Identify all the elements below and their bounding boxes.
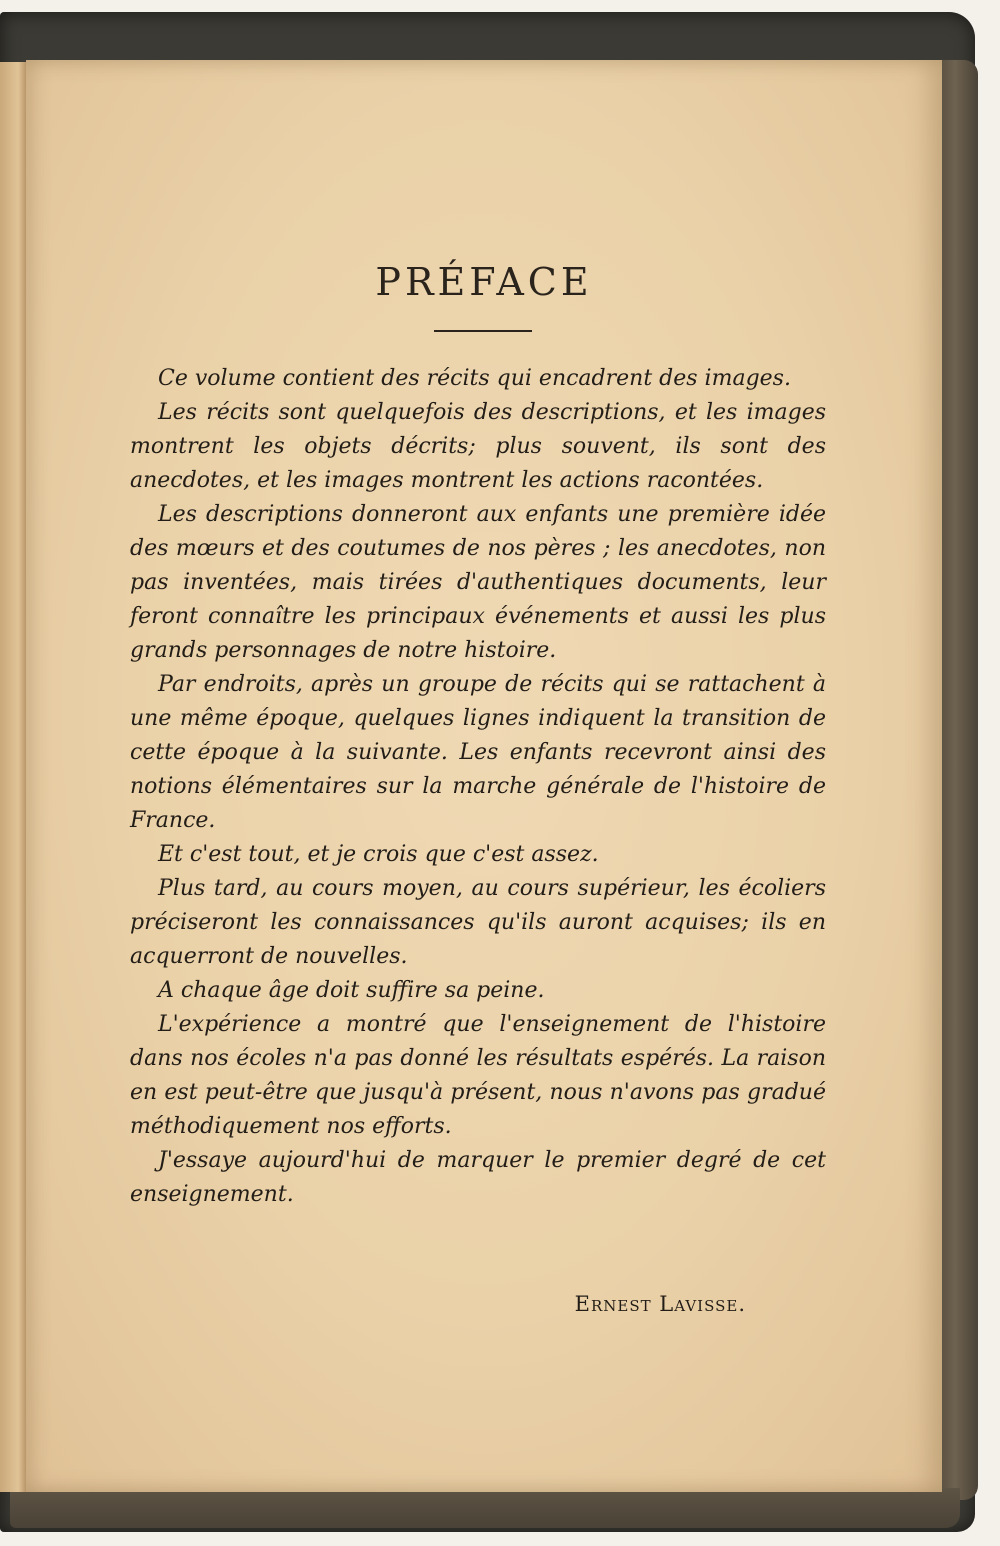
- previous-page-edge: [0, 62, 26, 1492]
- cover-edge-right: [940, 60, 978, 1500]
- author-signature: Ernest Lavisse.: [574, 1292, 746, 1316]
- paragraph: A chaque âge doit suffire sa peine.: [158, 978, 545, 1003]
- paragraph: Ce volume contient des récits qui encadrent des images.: [158, 366, 791, 391]
- cover-edge-bottom: [10, 1488, 960, 1528]
- paragraph: Les récits sont quelquefois des descriptions, et les images montrent les objets décrits; plus souvent, ils sont des anecdotes, et les images montrent les actions racontées.: [130, 400, 826, 493]
- paragraph: J'essaye aujourd'hui de marquer le premier degré de cet enseignement.: [130, 1148, 826, 1207]
- paragraph: Par endroits, après un groupe de récits qui se rattachent à une même époque, quelques lignes indiquent la transition de cette époque à la suivante. Les enfants recevront ainsi des notions élémentaires sur la marche générale de l'histoire de France.: [130, 672, 826, 833]
- paragraph: Et c'est tout, et je crois que c'est assez.: [158, 842, 599, 867]
- preface-body: [130, 362, 826, 1212]
- paragraph: Plus tard, au cours moyen, au cours supérieur, les écoliers préciseront les connaissances qu'ils auront acquises; ils en acquerront de nouvelles.: [130, 876, 826, 969]
- page-title: PRÉFACE: [375, 260, 593, 304]
- title-divider: [434, 330, 532, 332]
- paragraph: Les descriptions donneront aux enfants une première idée des mœurs et des coutumes de nos pères ; les anecdotes, non pas inventées, mais tirées d'authentiques documents, leur feront connaître les principaux événements et aussi les plus grands personnages de notre histoire.: [130, 502, 826, 663]
- page-sheet: [26, 60, 942, 1492]
- paragraph: L'expérience a montré que l'enseignement de l'histoire dans nos écoles n'a pas donné les résultats espérés. La raison en est peut-être que jusqu'à présent, nous n'avons pas gradué méthodiquement nos efforts.: [130, 1012, 826, 1139]
